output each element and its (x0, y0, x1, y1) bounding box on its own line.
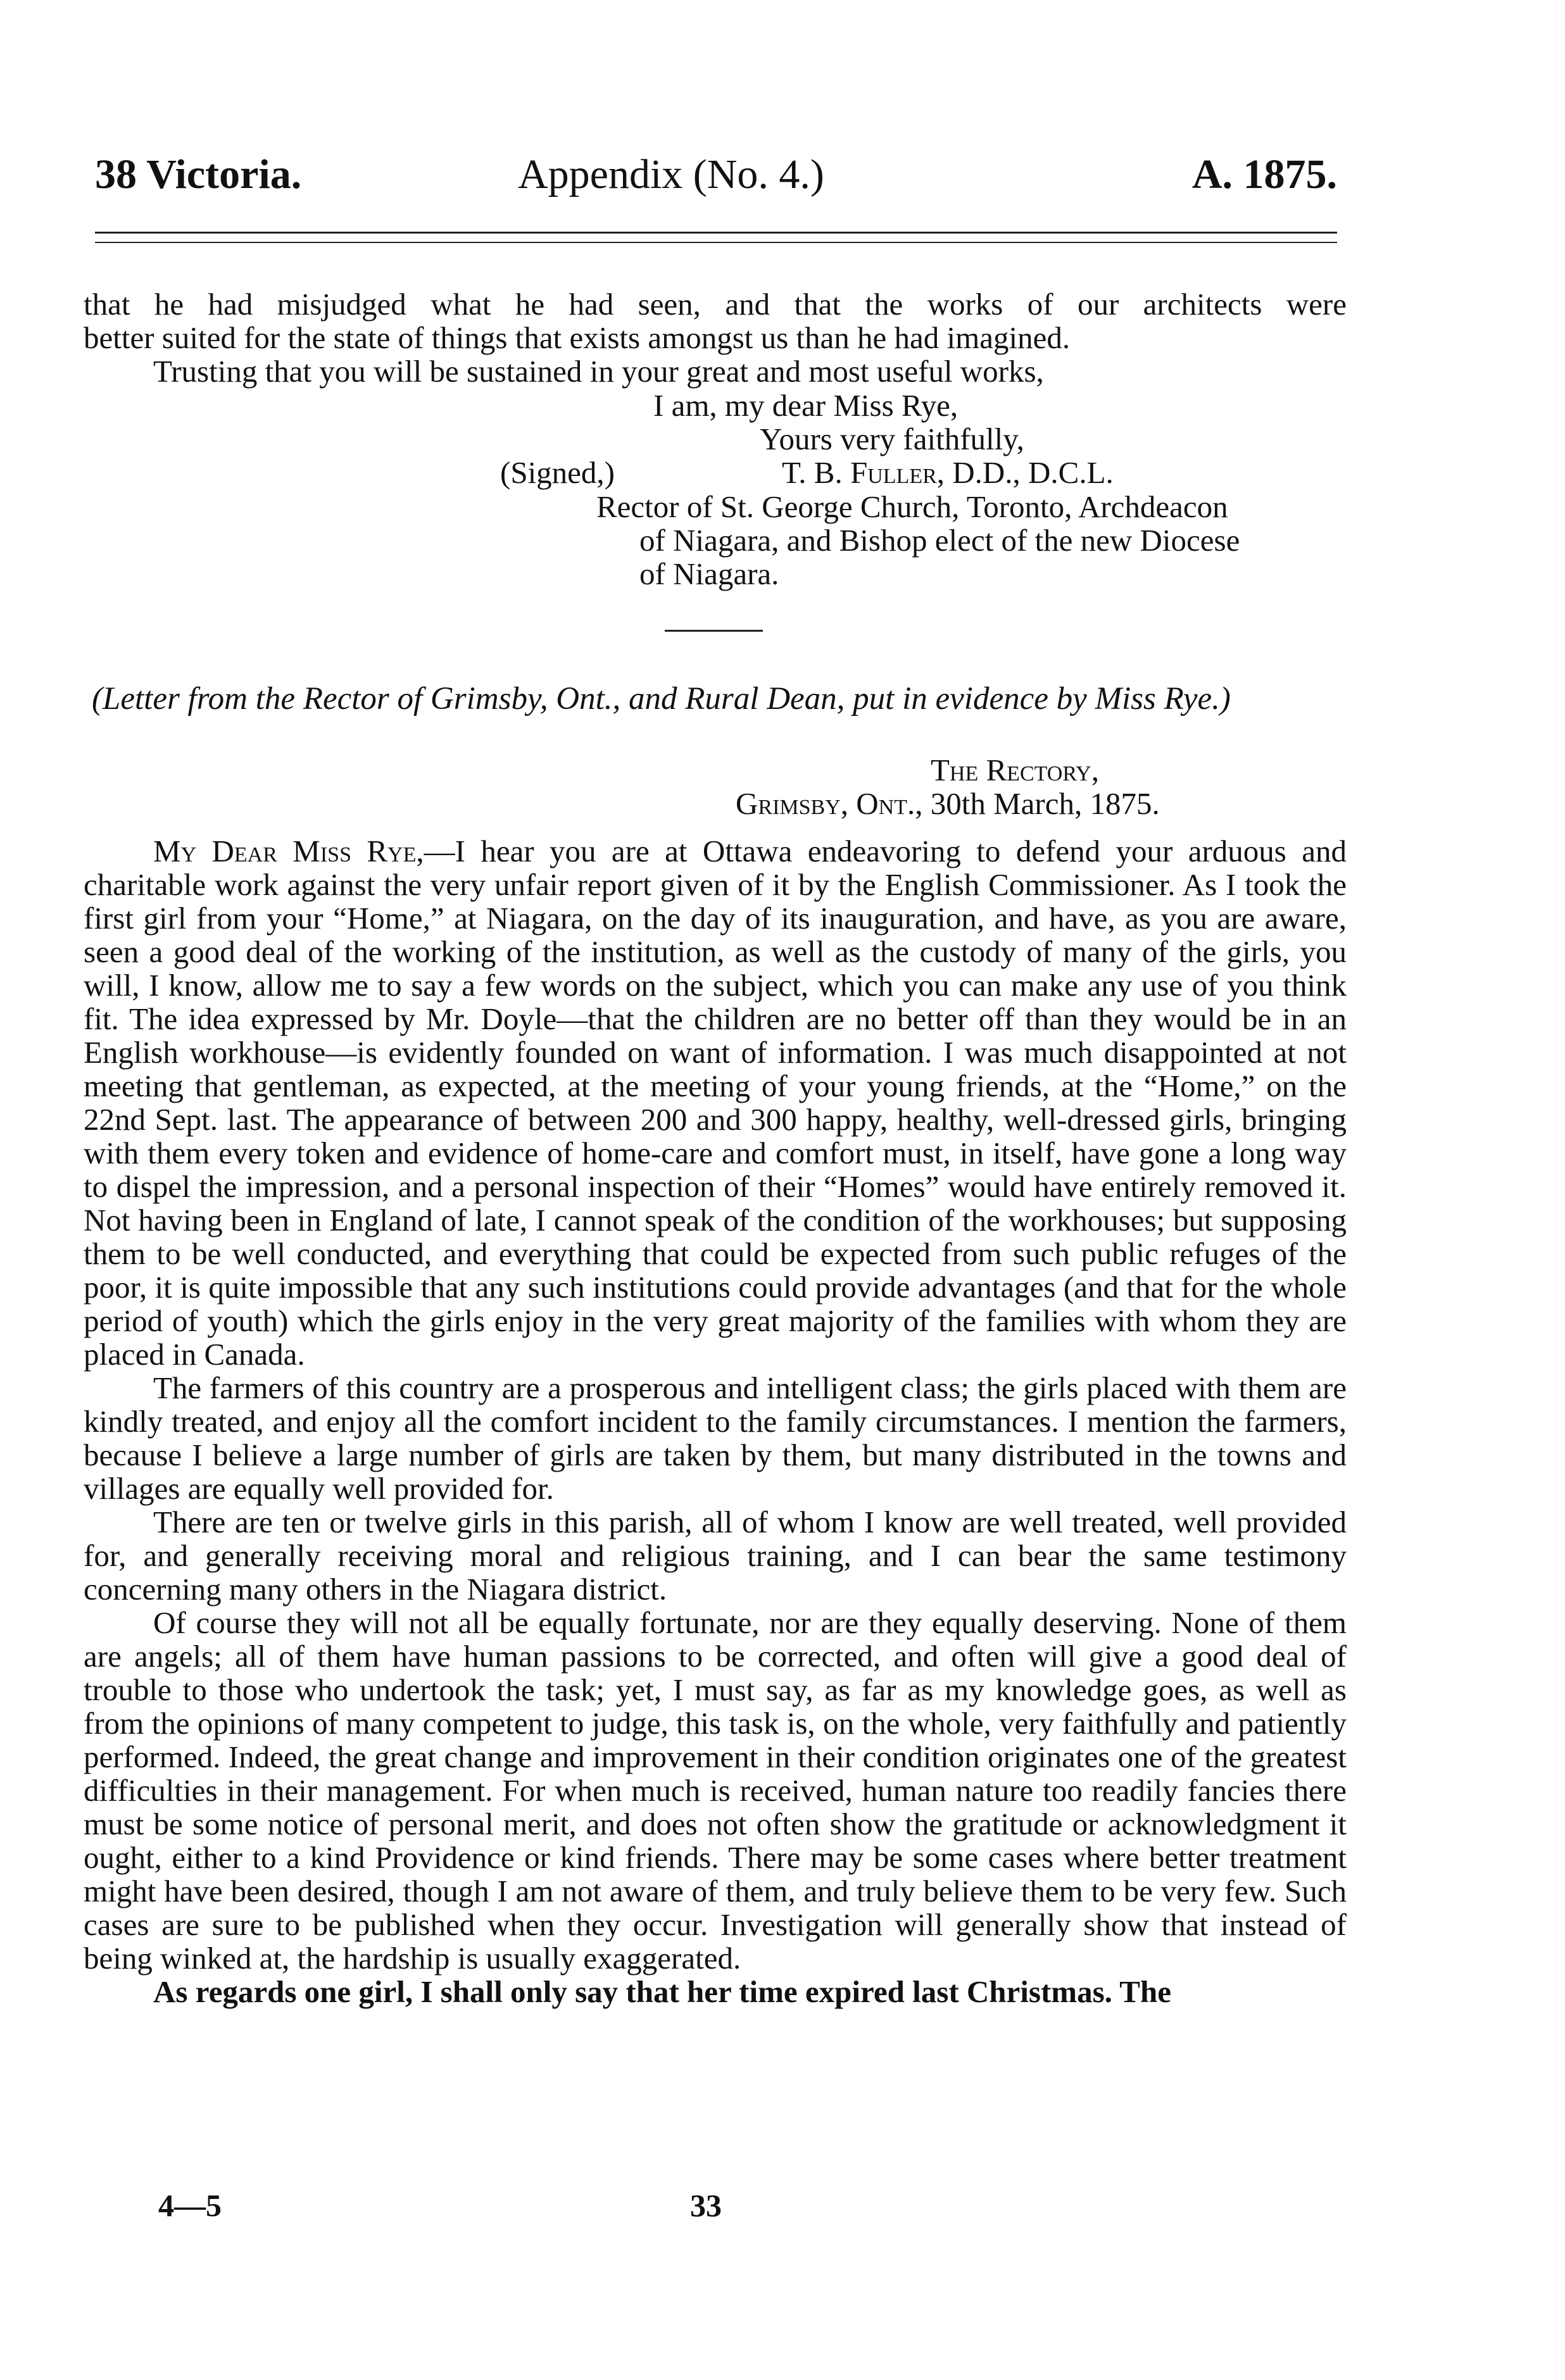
signature-mark: 4—5 (158, 2188, 222, 2223)
header-rule-bottom (95, 242, 1337, 243)
closing-salutation: I am, my dear Miss Rye, (653, 388, 958, 423)
paragraph-4: Of course they will not all be equally fortunate, nor are they equally deserving. None of them are angels; all of them have human passions to be corrected, and often will give a good deal of trouble to those who undertook the task; yet, I must say, as far as my knowledge goes, as well as from the opinions of many competent to judge, this task is, on the whole, very faithfully and patiently performed. Indeed, the great change and improvement in their condition originates one of the greatest difficulties in their management. For when much is received, human nature too readily fancies there must be some notice of personal merit, and does not often show the gratitude or acknowledgment it ought, either to a kind Providence or kind friends. There may be some cases where better treatment might have been desired, though I am not aware of them, and truly believe them to be very few. Such cases are sure to be published when they occur. Investigation will generally show that instead of being winked at, the hardship is usually exaggerated. (84, 1605, 1347, 1976)
paragraph-2: The farmers of this country are a prosperous and intelligent class; the girls placed with them are kindly treated, and enjoy all the comfort incident to the family circumstances. I mention the farmers, because I believe a large number of girls are taken by them, but many distributed in the towns and villages are equally well provided for. (84, 1370, 1347, 1506)
appendix-label: Appendix (No. 4.) (518, 151, 824, 197)
letter-body (84, 834, 1347, 2008)
page-number: 33 (690, 2188, 722, 2223)
signer-title-1: Rector of St. George Church, Toronto, Archdeacon (596, 489, 1228, 524)
closing-valediction: Yours very faithfully, (760, 422, 1024, 456)
address-rectory: The Rectory, (931, 753, 1099, 787)
session-label: 38 Victoria. (95, 151, 302, 197)
paragraph-1-text: —I hear you are at Ottawa endeavoring to defend your arduous and charitable work against the very unfair report given of it by the English Commissioner. As I took the first girl from your “Home,” at Niagara, on the day of its inauguration, and have, as you are aware, seen a good deal of the working of the institution, as well as the custody of many of the girls, you will, I know, allow me to say a few words on the subject, which you can make any use of you think fit. The idea expressed by Mr. Doyle—that the children are no better off than they would be in an English workhouse—is evidently founded on want of information. I was much disappointed at not meeting that gentleman, as expected, at the meeting of your young friends, at the “Home,” on the 22nd Sept. last. The appearance of between 200 and 300 happy, healthy, well-dressed girls, bringing with them every token and evidence of home-care and comfort must, in itself, have gone a long way to dispel the impression, and a personal inspection of their “Homes” would have entirely removed it. Not having been in England of late, I cannot speak of the condition of the workhouses; but supposing them to be well conducted, and everything that could be expected from such public refuges of the poor, it is quite impossible that any such institutions could provide advantages (and that for the whole period of youth) which the girls enjoy in the very great majority of the families with whom they are placed in Canada. (84, 834, 1347, 1372)
intro-line-2: better suited for the state of things that exists amongst us than he had imagined. (84, 320, 1071, 355)
address-place: Grimsby, Ont., (736, 786, 923, 821)
intro-line-3: Trusting that you will be sustained in your great and most useful works, (153, 354, 1044, 389)
signer-name: T. B. Fuller, D.D., D.C.L. (782, 455, 1114, 490)
paragraph-5: As regards one girl, I shall only say that her time expired last Christmas. The (153, 1974, 1171, 2009)
intro-line-1: that he had misjudged what he had seen, and that the works of our architects were (84, 287, 1347, 322)
address-date: 30th March, 1875. (930, 786, 1160, 821)
paragraph-1 (84, 834, 1347, 1371)
signed-label: (Signed,) (500, 455, 615, 490)
paragraph-3: There are ten or twelve girls in this parish, all of whom I know are well treated, well provided for, and generally receiving moral and religious training, and I can bear the same testimony concerning many others in the Niagara district. (84, 1505, 1347, 1606)
page-header (95, 151, 1337, 208)
letter-greeting: My Dear Miss Rye, (153, 834, 424, 868)
header-rule-top (95, 232, 1337, 234)
signer-title-2: of Niagara, and Bishop elect of the new Diocese (639, 523, 1240, 558)
signer-title-3: of Niagara. (639, 556, 779, 591)
year-label: A. 1875. (1191, 151, 1337, 197)
address-place-date (736, 786, 1160, 822)
section-divider (665, 630, 763, 632)
letter-heading: (Letter from the Rector of Grimsby, Ont., and Rural Dean, put in evidence by Miss Rye.) (92, 681, 1231, 717)
